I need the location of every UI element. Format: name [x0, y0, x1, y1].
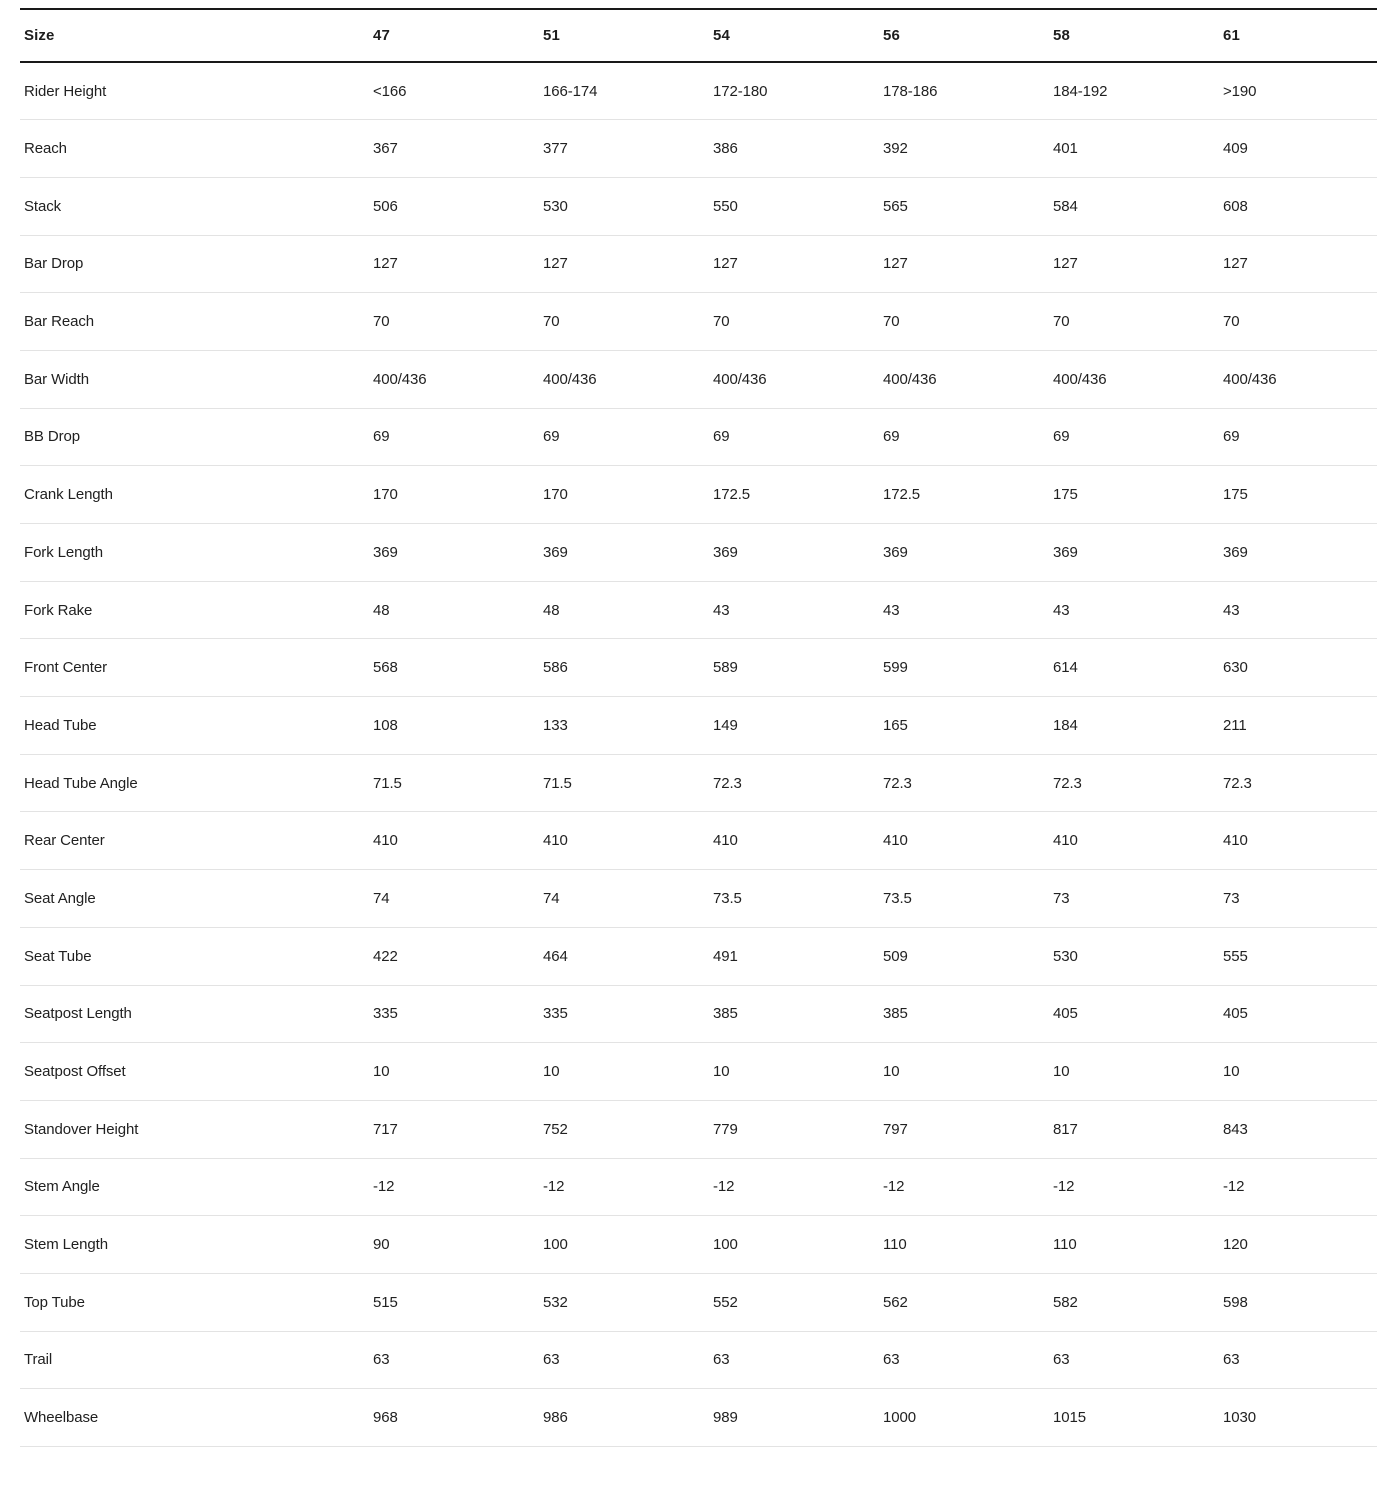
- cell-value: 335: [539, 985, 709, 1043]
- cell-value: 410: [879, 812, 1049, 870]
- cell-value: 400/436: [539, 350, 709, 408]
- cell-value: 614: [1049, 639, 1219, 697]
- cell-value: 69: [1049, 408, 1219, 466]
- cell-value: 90: [369, 1216, 539, 1274]
- cell-value: 532: [539, 1273, 709, 1331]
- cell-value: 127: [879, 235, 1049, 293]
- cell-value: 172-180: [709, 62, 879, 120]
- row-label: Rear Center: [20, 812, 369, 870]
- row-label: Fork Rake: [20, 581, 369, 639]
- cell-value: 43: [1219, 581, 1377, 639]
- cell-value: 70: [369, 293, 539, 351]
- cell-value: 43: [879, 581, 1049, 639]
- header-size-54: 54: [709, 9, 879, 62]
- cell-value: 409: [1219, 120, 1377, 178]
- cell-value: 69: [369, 408, 539, 466]
- cell-value: 797: [879, 1100, 1049, 1158]
- cell-value: 69: [879, 408, 1049, 466]
- cell-value: 108: [369, 697, 539, 755]
- cell-value: 586: [539, 639, 709, 697]
- row-label: Stem Length: [20, 1216, 369, 1274]
- cell-value: 10: [1219, 1043, 1377, 1101]
- cell-value: 565: [879, 177, 1049, 235]
- cell-value: 70: [709, 293, 879, 351]
- cell-value: 386: [709, 120, 879, 178]
- table-header: [20, 9, 1377, 62]
- table-row: [20, 754, 1377, 812]
- cell-value: 100: [539, 1216, 709, 1274]
- cell-value: 69: [539, 408, 709, 466]
- table-row: [20, 927, 1377, 985]
- cell-value: 133: [539, 697, 709, 755]
- row-label: Standover Height: [20, 1100, 369, 1158]
- cell-value: 127: [1219, 235, 1377, 293]
- cell-value: -12: [539, 1158, 709, 1216]
- cell-value: -12: [1049, 1158, 1219, 1216]
- cell-value: 530: [539, 177, 709, 235]
- cell-value: 422: [369, 927, 539, 985]
- cell-value: 110: [1049, 1216, 1219, 1274]
- cell-value: 369: [1049, 524, 1219, 582]
- row-label: Stem Angle: [20, 1158, 369, 1216]
- header-size-56: 56: [879, 9, 1049, 62]
- cell-value: 69: [709, 408, 879, 466]
- cell-value: 120: [1219, 1216, 1377, 1274]
- cell-value: 367: [369, 120, 539, 178]
- cell-value: 165: [879, 697, 1049, 755]
- cell-value: 400/436: [709, 350, 879, 408]
- cell-value: 568: [369, 639, 539, 697]
- cell-value: 69: [1219, 408, 1377, 466]
- row-label: Bar Reach: [20, 293, 369, 351]
- row-label: Seatpost Length: [20, 985, 369, 1043]
- table-row: [20, 62, 1377, 120]
- cell-value: 175: [1219, 466, 1377, 524]
- cell-value: 584: [1049, 177, 1219, 235]
- cell-value: <166: [369, 62, 539, 120]
- header-size-label: Size: [20, 9, 369, 62]
- cell-value: 10: [879, 1043, 1049, 1101]
- cell-value: 464: [539, 927, 709, 985]
- cell-value: 184: [1049, 697, 1219, 755]
- cell-value: 72.3: [879, 754, 1049, 812]
- cell-value: 127: [1049, 235, 1219, 293]
- cell-value: 43: [709, 581, 879, 639]
- cell-value: 72.3: [1049, 754, 1219, 812]
- cell-value: 63: [709, 1331, 879, 1389]
- header-size-47: 47: [369, 9, 539, 62]
- cell-value: 608: [1219, 177, 1377, 235]
- cell-value: 127: [709, 235, 879, 293]
- cell-value: 63: [539, 1331, 709, 1389]
- cell-value: 74: [539, 870, 709, 928]
- cell-value: 73.5: [879, 870, 1049, 928]
- cell-value: 491: [709, 927, 879, 985]
- cell-value: 70: [539, 293, 709, 351]
- row-label: Bar Width: [20, 350, 369, 408]
- row-label: Stack: [20, 177, 369, 235]
- cell-value: 843: [1219, 1100, 1377, 1158]
- cell-value: 410: [539, 812, 709, 870]
- cell-value: 10: [369, 1043, 539, 1101]
- table-row: [20, 1043, 1377, 1101]
- table-row: [20, 985, 1377, 1043]
- cell-value: 43: [1049, 581, 1219, 639]
- table-row: [20, 639, 1377, 697]
- cell-value: 369: [879, 524, 1049, 582]
- cell-value: 582: [1049, 1273, 1219, 1331]
- table-row: [20, 1100, 1377, 1158]
- cell-value: 63: [369, 1331, 539, 1389]
- header-size-51: 51: [539, 9, 709, 62]
- cell-value: 752: [539, 1100, 709, 1158]
- cell-value: 401: [1049, 120, 1219, 178]
- cell-value: 71.5: [539, 754, 709, 812]
- row-label: Reach: [20, 120, 369, 178]
- cell-value: 178-186: [879, 62, 1049, 120]
- cell-value: 405: [1219, 985, 1377, 1043]
- row-label: Trail: [20, 1331, 369, 1389]
- cell-value: 598: [1219, 1273, 1377, 1331]
- cell-value: 211: [1219, 697, 1377, 755]
- cell-value: 369: [539, 524, 709, 582]
- cell-value: 410: [1049, 812, 1219, 870]
- header-row: [20, 9, 1377, 62]
- cell-value: 72.3: [1219, 754, 1377, 812]
- cell-value: 400/436: [369, 350, 539, 408]
- cell-value: 817: [1049, 1100, 1219, 1158]
- cell-value: -12: [1219, 1158, 1377, 1216]
- cell-value: 369: [1219, 524, 1377, 582]
- cell-value: 70: [1049, 293, 1219, 351]
- row-label: Seat Angle: [20, 870, 369, 928]
- cell-value: 170: [369, 466, 539, 524]
- cell-value: 385: [709, 985, 879, 1043]
- table-row: [20, 120, 1377, 178]
- table-row: [20, 177, 1377, 235]
- cell-value: 172.5: [709, 466, 879, 524]
- row-label: Rider Height: [20, 62, 369, 120]
- row-label: Front Center: [20, 639, 369, 697]
- table-row: [20, 466, 1377, 524]
- table-row: [20, 1273, 1377, 1331]
- cell-value: 127: [369, 235, 539, 293]
- cell-value: 175: [1049, 466, 1219, 524]
- cell-value: 100: [709, 1216, 879, 1274]
- cell-value: 172.5: [879, 466, 1049, 524]
- cell-value: 717: [369, 1100, 539, 1158]
- row-label: Seat Tube: [20, 927, 369, 985]
- row-label: BB Drop: [20, 408, 369, 466]
- cell-value: 73: [1219, 870, 1377, 928]
- table-row: [20, 1216, 1377, 1274]
- cell-value: 410: [709, 812, 879, 870]
- table-row: [20, 408, 1377, 466]
- cell-value: 184-192: [1049, 62, 1219, 120]
- cell-value: 405: [1049, 985, 1219, 1043]
- cell-value: -12: [709, 1158, 879, 1216]
- row-label: Crank Length: [20, 466, 369, 524]
- cell-value: 968: [369, 1389, 539, 1447]
- cell-value: 10: [709, 1043, 879, 1101]
- cell-value: 74: [369, 870, 539, 928]
- cell-value: 599: [879, 639, 1049, 697]
- table-row: [20, 235, 1377, 293]
- row-label: Seatpost Offset: [20, 1043, 369, 1101]
- table-row: [20, 697, 1377, 755]
- cell-value: 369: [369, 524, 539, 582]
- cell-value: 515: [369, 1273, 539, 1331]
- cell-value: 335: [369, 985, 539, 1043]
- cell-value: 73: [1049, 870, 1219, 928]
- table-row: [20, 293, 1377, 351]
- row-label: Head Tube: [20, 697, 369, 755]
- header-size-61: 61: [1219, 9, 1377, 62]
- row-label: Wheelbase: [20, 1389, 369, 1447]
- cell-value: 552: [709, 1273, 879, 1331]
- cell-value: 400/436: [1219, 350, 1377, 408]
- table-row: [20, 812, 1377, 870]
- cell-value: 127: [539, 235, 709, 293]
- cell-value: 369: [709, 524, 879, 582]
- cell-value: 1030: [1219, 1389, 1377, 1447]
- cell-value: 73.5: [709, 870, 879, 928]
- cell-value: 70: [1219, 293, 1377, 351]
- row-label: Bar Drop: [20, 235, 369, 293]
- cell-value: 506: [369, 177, 539, 235]
- table-row: [20, 350, 1377, 408]
- cell-value: -12: [369, 1158, 539, 1216]
- cell-value: 509: [879, 927, 1049, 985]
- cell-value: 779: [709, 1100, 879, 1158]
- cell-value: 10: [1049, 1043, 1219, 1101]
- cell-value: 10: [539, 1043, 709, 1101]
- cell-value: 63: [1219, 1331, 1377, 1389]
- header-size-58: 58: [1049, 9, 1219, 62]
- cell-value: 72.3: [709, 754, 879, 812]
- cell-value: 555: [1219, 927, 1377, 985]
- cell-value: 170: [539, 466, 709, 524]
- cell-value: 550: [709, 177, 879, 235]
- table-row: [20, 1389, 1377, 1447]
- cell-value: 385: [879, 985, 1049, 1043]
- table-row: [20, 1158, 1377, 1216]
- cell-value: 410: [369, 812, 539, 870]
- cell-value: 63: [1049, 1331, 1219, 1389]
- cell-value: 400/436: [1049, 350, 1219, 408]
- table-row: [20, 524, 1377, 582]
- cell-value: 149: [709, 697, 879, 755]
- cell-value: 1015: [1049, 1389, 1219, 1447]
- cell-value: 989: [709, 1389, 879, 1447]
- cell-value: 589: [709, 639, 879, 697]
- cell-value: 392: [879, 120, 1049, 178]
- table-body: [20, 62, 1377, 1447]
- geometry-table: [20, 8, 1377, 1447]
- table-row: [20, 870, 1377, 928]
- cell-value: 562: [879, 1273, 1049, 1331]
- row-label: Head Tube Angle: [20, 754, 369, 812]
- cell-value: 530: [1049, 927, 1219, 985]
- cell-value: >190: [1219, 62, 1377, 120]
- cell-value: 377: [539, 120, 709, 178]
- cell-value: 70: [879, 293, 1049, 351]
- cell-value: 400/436: [879, 350, 1049, 408]
- cell-value: 986: [539, 1389, 709, 1447]
- cell-value: 48: [539, 581, 709, 639]
- cell-value: -12: [879, 1158, 1049, 1216]
- table-row: [20, 581, 1377, 639]
- cell-value: 48: [369, 581, 539, 639]
- cell-value: 410: [1219, 812, 1377, 870]
- cell-value: 63: [879, 1331, 1049, 1389]
- row-label: Top Tube: [20, 1273, 369, 1331]
- cell-value: 1000: [879, 1389, 1049, 1447]
- row-label: Fork Length: [20, 524, 369, 582]
- cell-value: 166-174: [539, 62, 709, 120]
- cell-value: 71.5: [369, 754, 539, 812]
- table-row: [20, 1331, 1377, 1389]
- cell-value: 630: [1219, 639, 1377, 697]
- cell-value: 110: [879, 1216, 1049, 1274]
